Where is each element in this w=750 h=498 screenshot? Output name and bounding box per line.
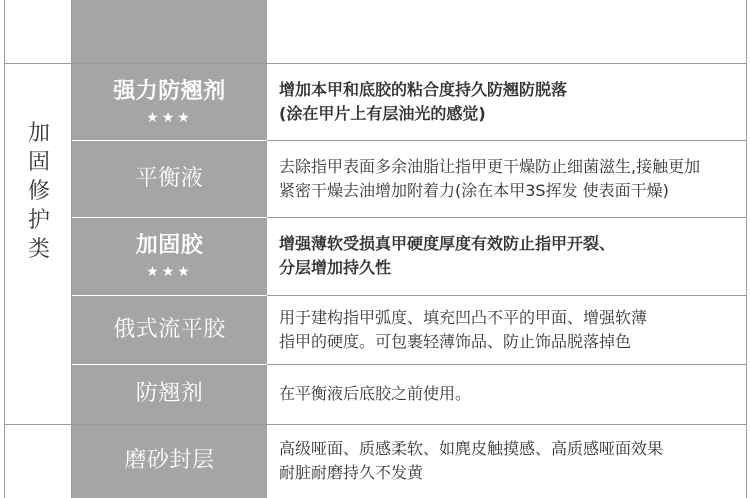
category-char: 护 [27, 208, 50, 233]
product-desc-cell [267, 217, 747, 295]
category-cell-reinforce [4, 63, 72, 424]
category-char: 加 [27, 121, 50, 146]
product-desc: 用于建构指甲弧度、填充凹凸不平的甲面、增强软薄 指甲的硬度。可包裹轻薄饰品、防止饰品脱落掉色 [279, 307, 648, 351]
product-name-cell [72, 217, 267, 295]
product-desc-cell [267, 364, 747, 424]
product-name-cell [72, 364, 267, 424]
table-right-border [746, 0, 747, 498]
category-char: 固 [27, 150, 50, 175]
product-desc-cell [267, 63, 747, 140]
product-name: 强力防翘剂 [113, 78, 226, 104]
divider [72, 217, 267, 218]
divider [4, 424, 747, 425]
rating-stars: ★★★ [146, 264, 193, 280]
product-desc: 增强薄软受损真甲硬度厚度有效防止指甲开裂、 分层增加持久性 [279, 234, 616, 277]
divider [267, 364, 747, 365]
product-name: 磨砂封层 [124, 448, 215, 473]
product-desc: 高级哑面、质感柔软、如麂皮触摸感、高质感哑面效果 耐脏耐磨持久不发黄 [279, 439, 664, 482]
divider [72, 140, 267, 141]
product-name: 防翘剂 [135, 381, 204, 406]
divider [72, 295, 267, 296]
product-name-cell [72, 63, 267, 140]
product-desc: 去除指甲表面多余油脂让指甲更干燥防止细菌滋生,接触更加 紧密干燥去油增加附着力(涂在本甲3S挥发 使表面干燥) [279, 156, 701, 200]
desc-cell-top [267, 0, 747, 63]
divider [4, 63, 747, 64]
product-name: 俄式流平胶 [113, 316, 226, 342]
category-label-reinforce [5, 119, 73, 264]
product-desc: 在平衡液后底胶之前使用。 [279, 384, 472, 403]
name-cell-top [72, 0, 267, 63]
product-desc: 增加本甲和底胶的粘合度持久防翘防脱落 (涂在甲片上有层油光的感觉) [279, 79, 568, 123]
category-cell-top [4, 0, 72, 63]
divider [72, 364, 267, 365]
product-name-cell [72, 295, 267, 364]
divider [267, 295, 747, 296]
product-name-cell [72, 424, 267, 498]
product-name-cell [72, 140, 267, 217]
product-desc-cell [267, 295, 747, 364]
rating-stars: ★★★ [146, 109, 193, 126]
category-char: 类 [27, 237, 50, 262]
divider [267, 140, 747, 141]
product-desc-cell [267, 140, 747, 217]
category-char: 修 [27, 179, 50, 204]
product-name: 加固胶 [135, 233, 204, 258]
product-desc-cell [267, 424, 747, 498]
divider [267, 217, 747, 218]
product-name: 平衡液 [135, 165, 204, 191]
category-cell-bottom [4, 424, 72, 498]
